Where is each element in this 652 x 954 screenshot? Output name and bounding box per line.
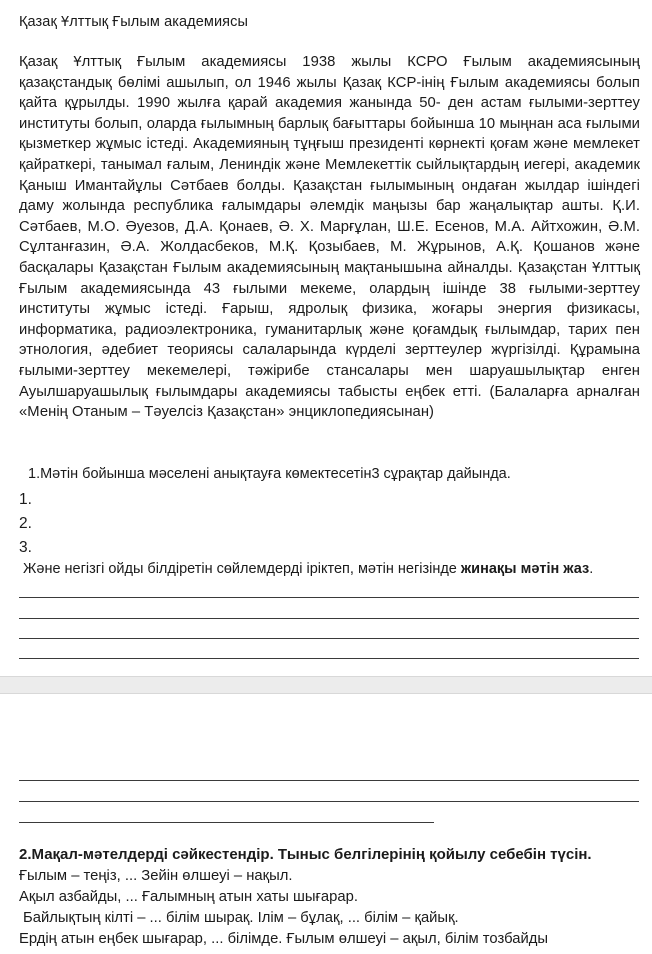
- task1-question: 1.Мәтін бойынша мәселені анықтауға көмектесетін3 сұрақтар дайында.: [28, 466, 511, 482]
- answer-line: [19, 780, 639, 781]
- answer-line: [19, 801, 639, 802]
- answer-line: [19, 658, 639, 659]
- instruction-text: Және негізгі ойды білдіретін сөйлемдерді іріктеп, мәтін негізінде: [23, 561, 461, 577]
- proverb-line-3: Байлықтың кілті – ... білім шырақ. Ілім – бұлақ, ... білім – қайық.: [23, 910, 459, 926]
- page-break: [0, 676, 652, 694]
- answer-line: [19, 638, 639, 639]
- answer-line: [19, 822, 434, 823]
- task2-question: 2.Мақал-мәтелдерді сәйкестендір. Тыныс белгілерінің қойылу себебін түсін.: [19, 846, 592, 863]
- document-title: Қазақ Ұлттық Ғылым академиясы: [19, 14, 248, 30]
- answer-number-2: 2.: [19, 515, 32, 532]
- proverb-line-4: Ердің атын еңбек шығарар, ... білімде. Ғылым өлшеуі – ақыл, білім тозбайды: [19, 931, 549, 947]
- answer-line: [19, 618, 639, 619]
- proverb-line-2: Ақыл азбайды, ... Ғалымның атын хаты шығарар.: [19, 889, 358, 905]
- answer-number-3: 3.: [19, 539, 32, 556]
- task1-instruction: [23, 561, 593, 577]
- instruction-end: .: [589, 561, 594, 577]
- main-paragraph: Қазақ Ұлттық Ғылым академиясы 1938 жылы КСРО Ғылым академиясының қазақстандық бөлімі ашылып, ол 1946 жылы Қазақ КСР-інің Ғылым академиясы болып қайта құрылды. 1990 жылға қарай академия жанында 50- ден астам ғылыми-зерттеу институты болып, оларда ғылымның барлық бағыттары бойынша 10 мыңнан аса ғылыми қызметкер жұмыс істеді. Академияның тұңғыш президенті көрнекті қоғам және мемлекет қайраткері, танымал ғалым, Лениндік және Мемлекеттік сыйлықтардың иегері, академик Қаныш Имантайұлы Сәтбаев болды. Қазақстан ғылымының ондаған жылдар ішіндегі даму жолында республика ғалымдары әлемдік маңызы бар жаңалықтар ашты. Қ.И. Сәтбаев, М.О. Әуезов, Д.А. Қонаев, Ә. Х. Марғұлан, Ш.Е. Есенов, М.А. Айтхожин, Ә.М. Сұлтанғазин, Ә.А. Жолдасбеков, М.Қ. Қозыбаев, М. Жұрынов, А.Қ. Қошанов және басқалары Қазақстан Ғылым академиясының мақтанышына айналды. Қазақстан Ұлттық Ғылым академиясында 43 ғылыми мекеме, олардың ішінде 38 ғылыми-зерттеу институты жұмыс істеді. Ғарыш, ядролық физика, жоғары энергия физикасы, информатика, радиоэлектроника, гуманитарлық және қоғамдық ғылымдар, тарих пен этнология, әдебиет теориясы салаларында күрделі зерттеулер жүргізілді. Құрамына ғылыми-зерттеу мекемелері, тәжірибе стансалары мен шаруашылықтар енген Ауылшаруашылық ғылымдары академиясы табысты еңбек етті. (Балаларға арналған «Менің Отаным – Тәуелсіз Қазақстан» энциклопедиясынан): [19, 54, 640, 421]
- proverb-line-1: Ғылым – теңіз, ... Зейін өлшеуі – нақыл.: [19, 868, 293, 884]
- instruction-bold: жинақы мәтін жаз: [460, 561, 590, 577]
- answer-line: [19, 597, 639, 598]
- answer-number-1: 1.: [19, 491, 32, 508]
